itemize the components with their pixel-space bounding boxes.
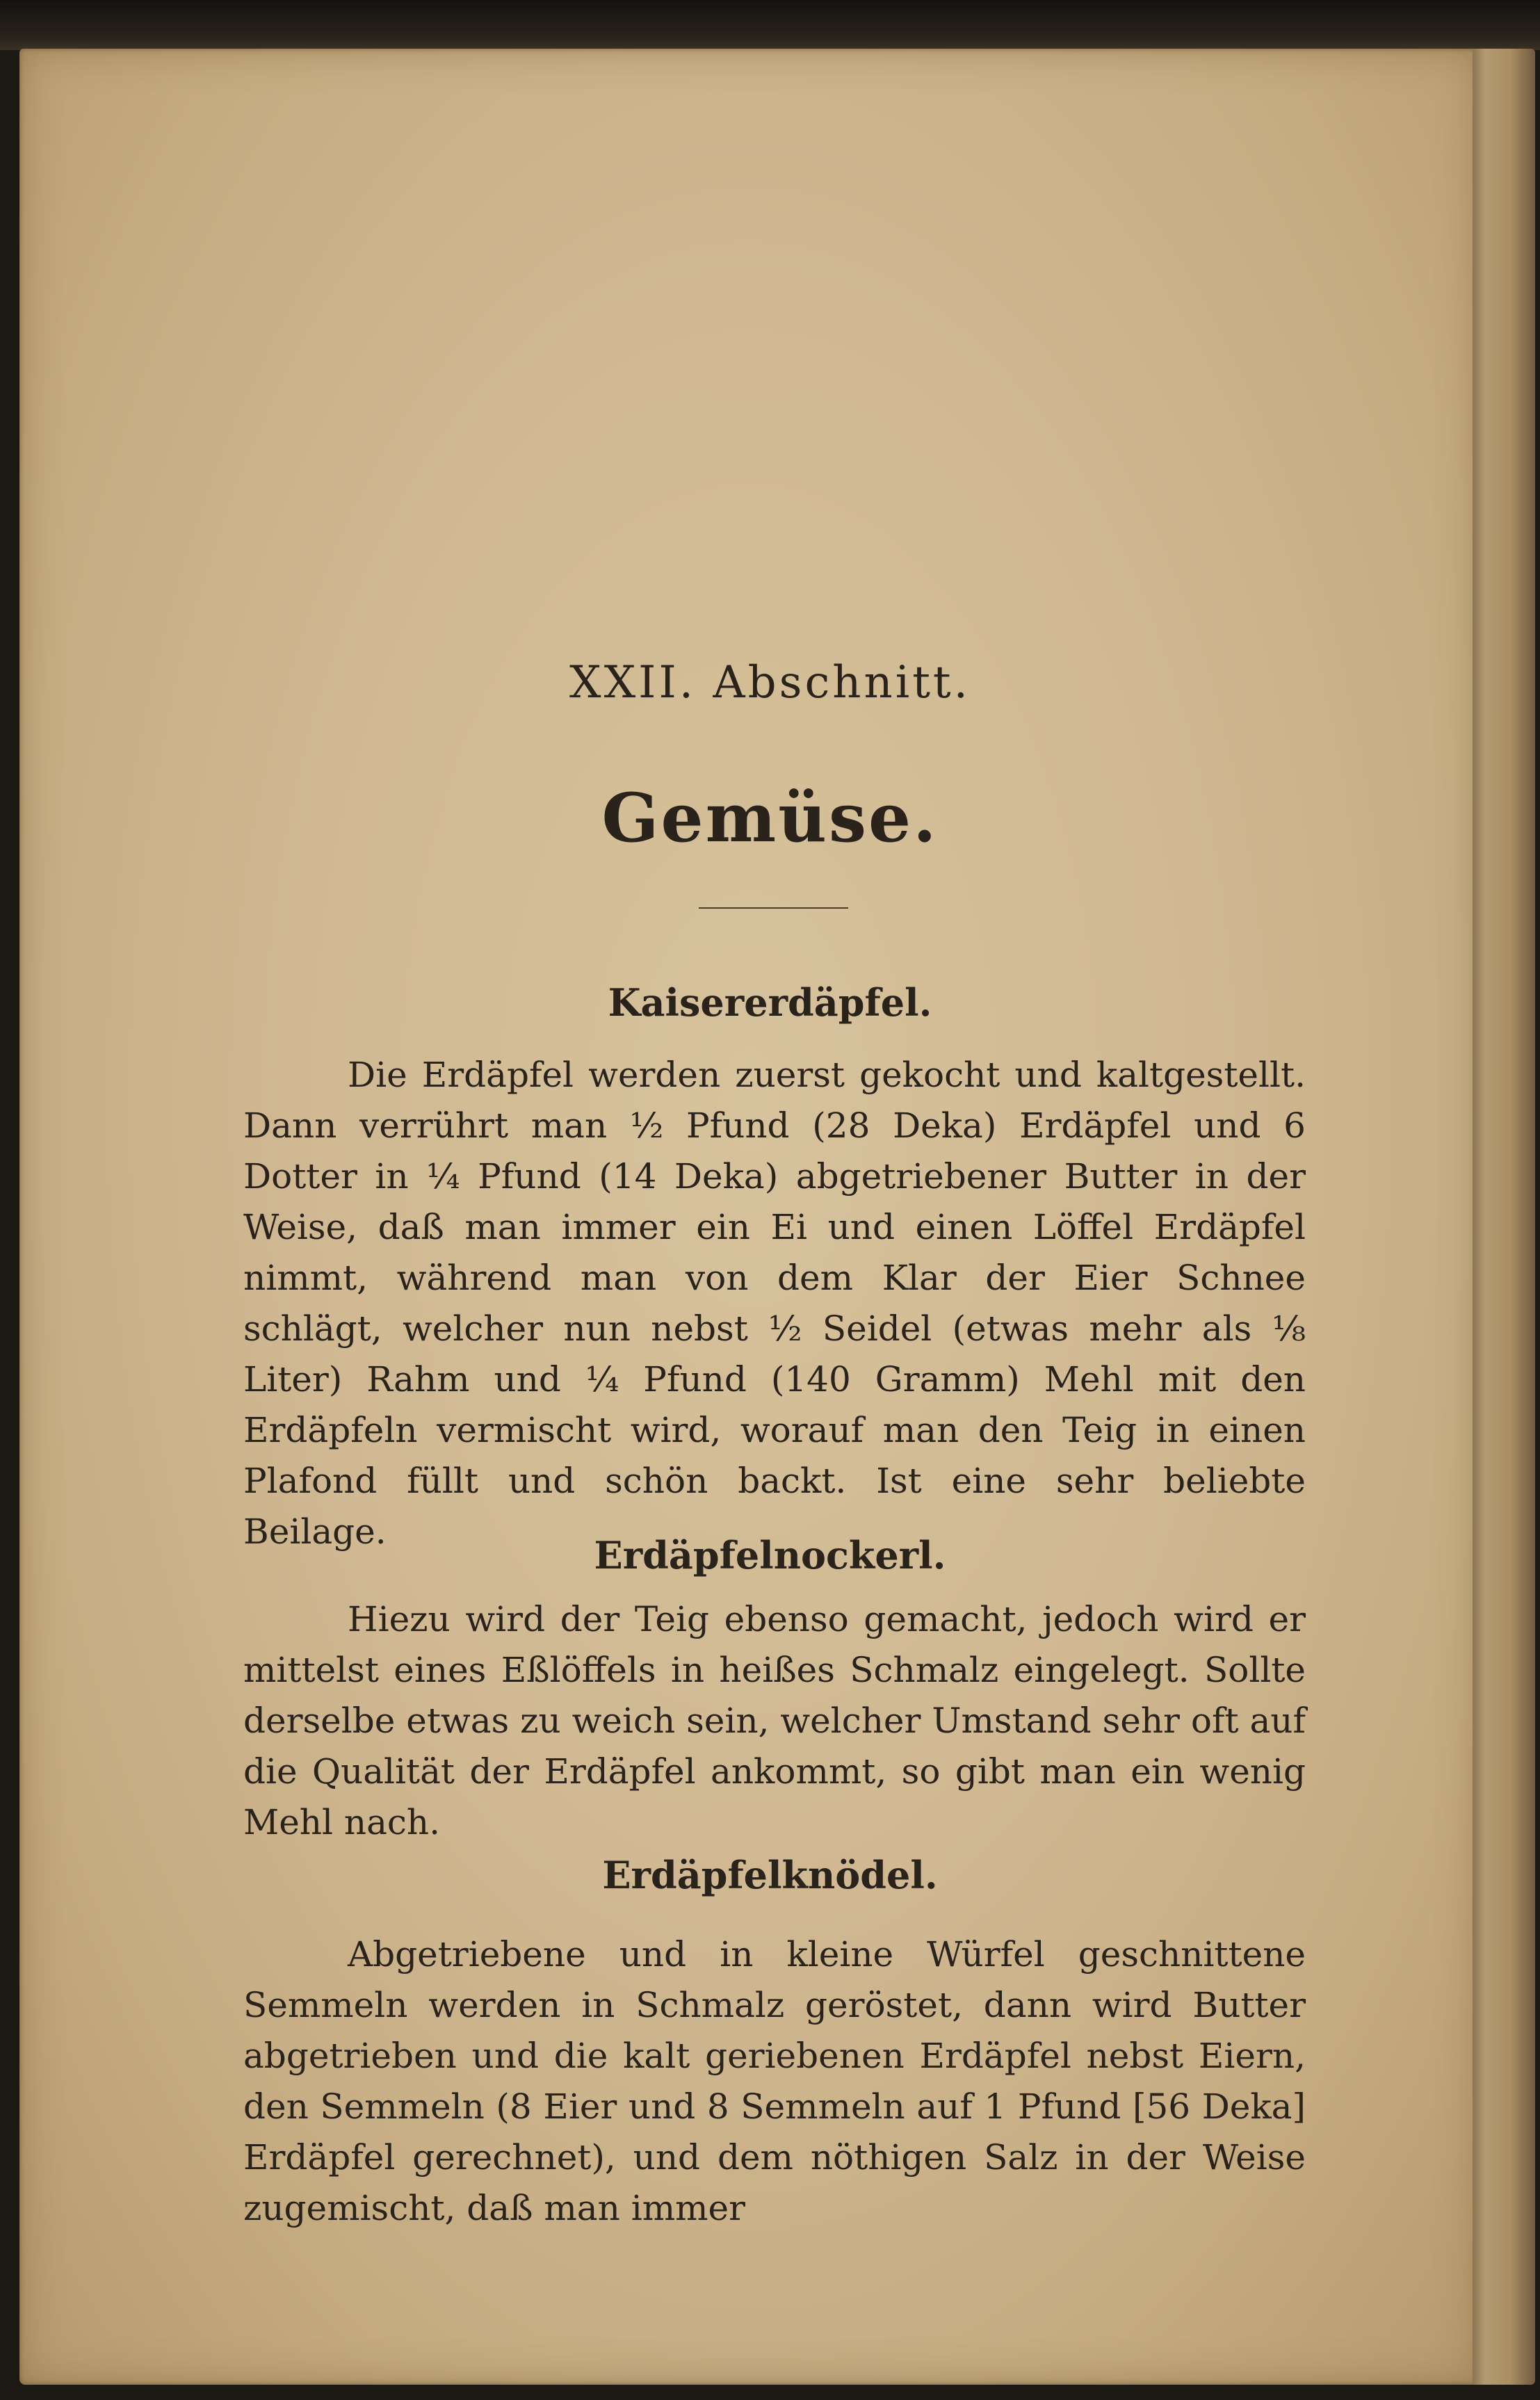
recipe-title: Erdäpfelknödel.	[602, 1853, 938, 1897]
scan-top-border	[0, 0, 1540, 50]
recipe-paragraph: Die Erdäpfel werden zuerst gekocht und kaltgestellt. Dann verrührt man ½ Pfund (28 Deka) Erdäpfel und 6 Dotter in ¼ Pfund (14 Deka) abgetriebener Butter in der Weise, daß man immer ein Ei und einen Löffel Erdäpfel nimmt, während man von dem Klar der Eier Schnee schlägt, welcher nun nebst ½ Seidel (etwas mehr als ⅛ Liter) Rahm und ¼ Pfund (140 Gramm) Mehl mit den Erdäpfeln vermischt wird, worauf man den Teig in einen Plafond füllt und schön backt. Ist eine sehr beliebte Beilage.	[243, 1055, 1306, 1552]
recipe-paragraph: Hiezu wird der Teig ebenso gemacht, jedoch wird er mittelst eines Eßlöffels in heißes Schmalz eingelegt. Sollte derselbe etwas zu weich sein, welcher Umstand sehr oft auf die Qualität der Erdäpfel ankommt, so gibt man ein wenig Mehl nach.	[243, 1599, 1306, 1842]
recipe-title: Erdäpfelnockerl.	[594, 1533, 946, 1578]
section-heading: XXII. Abschnitt.	[569, 657, 971, 708]
recipe-paragraph: Abgetriebene und in kleine Würfel geschnittene Semmeln werden in Schmalz geröstet, dann wird Butter abgetrieben und die kalt geriebenen Erdäpfel nebst Eiern, den Semmeln (8 Eier und 8 Semmeln auf 1 Pfund [56 Deka] Erdäpfel gerechnet), und dem nöthigen Salz in der Weise zugemischt, daß man immer	[243, 1934, 1306, 2228]
recipe-title: Kaisererdäpfel.	[608, 980, 932, 1025]
title-divider	[699, 907, 848, 909]
book-page-edge	[1473, 49, 1535, 2385]
chapter-title: Gemüse.	[601, 779, 939, 857]
